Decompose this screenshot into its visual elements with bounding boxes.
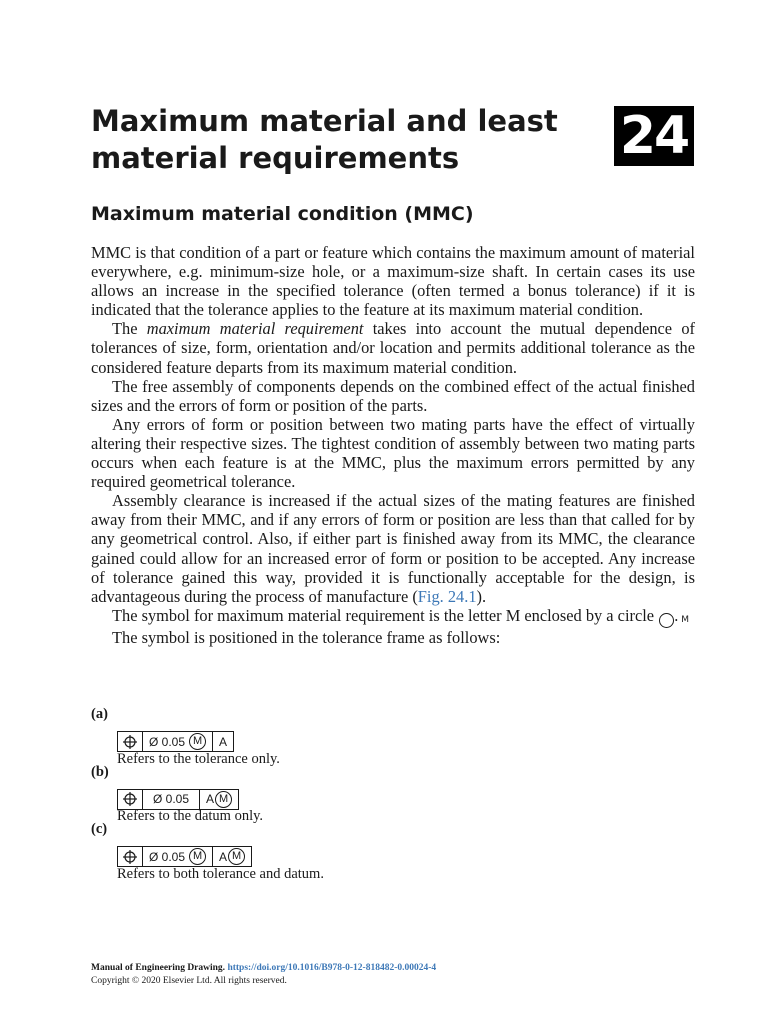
- paragraph-7: The symbol is positioned in the tolerance frame as follows:: [112, 627, 501, 647]
- mmc-modifier: M: [215, 791, 232, 808]
- tolerance-frame-c: [117, 846, 252, 867]
- datum-letter: A: [219, 734, 228, 749]
- paragraph-5-end: ).: [476, 586, 487, 606]
- emphasis-term: maximum material requirement: [146, 319, 364, 339]
- tolerance-value: Ø 0.05: [149, 849, 186, 864]
- circled-m-symbol: M: [659, 613, 674, 628]
- tolerance-value: Ø 0.05: [149, 734, 186, 749]
- datum-cell: [213, 847, 251, 866]
- paragraph-3: The free assembly of components depends on the combined effect of the actual finished sizes and the errors of form or position of the parts.: [91, 376, 695, 415]
- paragraph-5-lead: Assembly clearance is increased if the actual sizes of the mating features are finished away from their MMC, and if any errors of form or position are less than that called for by any geometrical control. Also, if either part is finished away from its MMC, the clearance gained could allow for an increased error of form or position to be accepted. Any increase of tolerance gained this way, provided it is functionally acceptable for the design, is advantageous during the process of manufacture (: [91, 491, 695, 606]
- paragraph-1: MMC is that condition of a part or feature which contains the maximum amount of material everywhere, e.g. minimum-size hole, or a maximum-size shaft. In certain cases its use allows an increase in the specified tolerance (often termed a bonus tolerance) if it is indicated that the tolerance applies to the feature at its maximum material condition.: [91, 243, 695, 320]
- datum-cell: [213, 732, 233, 751]
- position-symbol-icon: [118, 790, 143, 809]
- tolerance-cell: [143, 790, 200, 809]
- figure-link[interactable]: Fig. 24.1: [417, 586, 477, 606]
- example-b: [117, 789, 695, 825]
- tolerance-cell: [143, 732, 213, 751]
- datum-letter: A: [219, 849, 228, 864]
- datum-letter: A: [206, 792, 215, 806]
- paragraph-2-lead: The: [112, 319, 147, 339]
- citation-line: [91, 962, 436, 975]
- example-caption-a: Refers to the tolerance only.: [117, 750, 280, 767]
- example-c: [117, 846, 695, 882]
- copyright-notice: Copyright © 2020 Elsevier Ltd. All rights reserved.: [91, 976, 287, 986]
- example-label-a: (a): [91, 706, 108, 722]
- example-a: [117, 731, 695, 767]
- datum-cell: [200, 790, 238, 809]
- tolerance-cell: [143, 847, 213, 866]
- chapter-title-line-1: Maximum material and least: [91, 104, 558, 138]
- example-caption-c: Refers to both tolerance and datum.: [117, 865, 324, 882]
- example-label-b: (b): [91, 763, 109, 780]
- paragraph-6-end: .: [674, 605, 679, 625]
- section-heading: Maximum material condition (MMC): [91, 203, 474, 225]
- book-title: Manual of Engineering Drawing.: [91, 963, 226, 973]
- position-symbol-icon: [118, 847, 143, 866]
- doi-link[interactable]: https://doi.org/10.1016/B978-0-12-818482-0.00024-4: [227, 963, 437, 973]
- position-symbol-icon: [118, 732, 143, 751]
- mmc-modifier: M: [189, 848, 206, 865]
- paragraph-2: [91, 319, 695, 376]
- example-caption-b: Refers to the datum only.: [117, 808, 264, 824]
- chapter-title-line-2: material requirements: [91, 141, 460, 175]
- chapter-number-badge: 24: [614, 106, 694, 166]
- paragraph-2-rest: takes into account the mutual dependence of tolerances of size, form, orientation and/or location and permits additional tolerance as the considered feature departs from its maximum material condition.: [91, 319, 695, 377]
- paragraph-6-text: The symbol for maximum material requirement is the letter M enclosed by a circle: [112, 605, 659, 625]
- page-footer: [91, 962, 436, 988]
- tolerance-value: Ø 0.05: [153, 792, 190, 806]
- tolerance-frame-a: [117, 731, 234, 752]
- mmc-modifier: M: [228, 848, 245, 865]
- body-text: [91, 243, 695, 647]
- paragraph-6: [91, 606, 695, 628]
- example-label-c: (c): [91, 821, 108, 837]
- mmc-modifier: M: [189, 733, 206, 750]
- tolerance-frame-examples: [91, 706, 695, 882]
- chapter-title: [91, 103, 561, 177]
- tolerance-frame-b: [117, 789, 239, 810]
- paragraph-5: [91, 491, 695, 606]
- paragraph-4: Any errors of form or position between two mating parts have the effect of virtually altering their respective sizes. The tightest condition of assembly between two mating parts occurs when each feature is at the MMC, plus the maximum errors permitted by any required geometrical tolerance.: [91, 414, 695, 492]
